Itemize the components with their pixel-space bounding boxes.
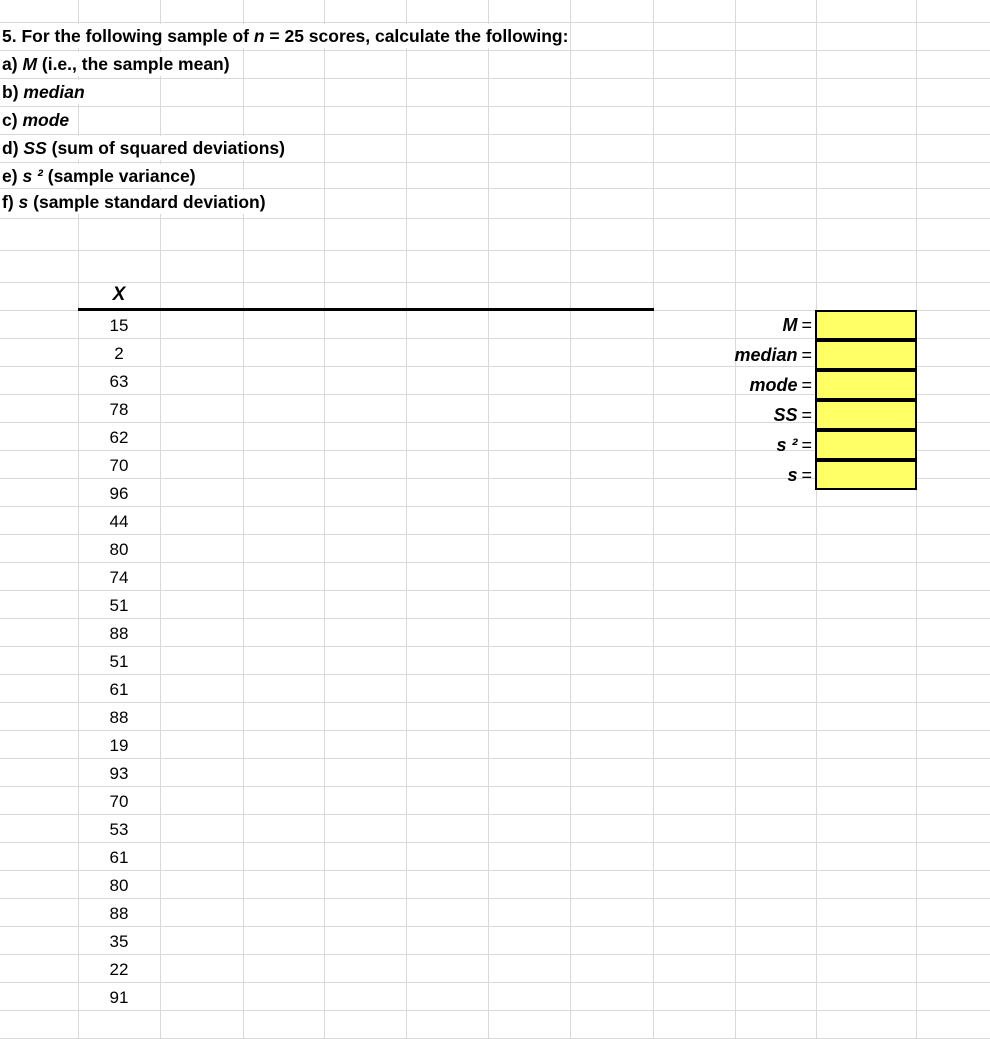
grid-column-line xyxy=(570,0,571,1038)
grid-row-line xyxy=(0,534,990,535)
score-cell[interactable]: 15 xyxy=(109,316,129,335)
score-cell[interactable]: 51 xyxy=(109,596,129,615)
question-title: 5. For the following sample of n = 25 scores, calculate the following: xyxy=(2,26,569,46)
grid-row-line xyxy=(0,870,990,871)
grid-row-line xyxy=(0,618,990,619)
grid-row-line xyxy=(0,250,990,251)
grid-column-line xyxy=(488,0,489,1038)
score-cell[interactable]: 88 xyxy=(109,708,129,727)
question-item-e: e) s ² (sample variance) xyxy=(2,166,196,186)
question-item-d: d) SS (sum of squared deviations) xyxy=(2,138,285,158)
column-header-x[interactable]: X xyxy=(112,284,126,305)
answer-input-box[interactable] xyxy=(815,460,917,490)
score-cell[interactable]: 74 xyxy=(109,568,129,587)
score-cell[interactable]: 44 xyxy=(109,512,129,531)
answer-label: median = xyxy=(734,345,812,365)
score-cell[interactable]: 19 xyxy=(109,736,129,755)
grid-row-line xyxy=(0,982,990,983)
answer-label: M = xyxy=(782,315,812,335)
grid-column-line xyxy=(735,0,736,1038)
grid-row-line xyxy=(0,842,990,843)
grid-row-line xyxy=(0,758,990,759)
answer-input-box[interactable] xyxy=(815,430,917,460)
score-cell[interactable]: 96 xyxy=(109,484,129,503)
grid-row-line xyxy=(0,702,990,703)
answer-input-box[interactable] xyxy=(815,400,917,430)
grid-row-line xyxy=(0,78,990,79)
score-cell[interactable]: 61 xyxy=(109,680,129,699)
score-cell[interactable]: 70 xyxy=(109,456,129,475)
header-underline xyxy=(78,308,654,311)
question-item-c: c) mode xyxy=(2,110,70,130)
grid-row-line xyxy=(0,926,990,927)
grid-row-line xyxy=(0,814,990,815)
question-item-b: b) median xyxy=(2,82,85,102)
score-cell[interactable]: 93 xyxy=(109,764,129,783)
answer-label: SS = xyxy=(773,405,812,425)
answer-label: mode = xyxy=(749,375,812,395)
answer-label: s ² = xyxy=(776,435,812,455)
grid-column-line xyxy=(916,0,917,1038)
grid-row-line xyxy=(0,106,990,107)
score-cell[interactable]: 63 xyxy=(109,372,129,391)
score-cell[interactable]: 61 xyxy=(109,848,129,867)
grid-row-line xyxy=(0,898,990,899)
score-cell[interactable]: 88 xyxy=(109,624,129,643)
grid-row-line xyxy=(0,506,990,507)
score-cell[interactable]: 53 xyxy=(109,820,129,839)
score-cell[interactable]: 22 xyxy=(109,960,129,979)
grid-row-line xyxy=(0,590,990,591)
score-cell[interactable]: 80 xyxy=(109,540,129,559)
score-cell[interactable]: 51 xyxy=(109,652,129,671)
grid-column-line xyxy=(324,0,325,1038)
score-cell[interactable]: 35 xyxy=(109,932,129,951)
question-item-a: a) M (i.e., the sample mean) xyxy=(2,54,230,74)
score-cell[interactable]: 78 xyxy=(109,400,129,419)
score-cell[interactable]: 62 xyxy=(109,428,129,447)
grid-column-line xyxy=(816,0,817,1038)
grid-row-line xyxy=(0,162,990,163)
grid-row-line xyxy=(0,188,990,189)
grid-row-line xyxy=(0,50,990,51)
answer-input-box[interactable] xyxy=(815,340,917,370)
grid-row-line xyxy=(0,134,990,135)
grid-row-line xyxy=(0,786,990,787)
grid-row-line xyxy=(0,562,990,563)
grid-row-line xyxy=(0,730,990,731)
question-item-f: f) s (sample standard deviation) xyxy=(2,192,266,212)
grid-row-line xyxy=(0,22,990,23)
answer-label: s = xyxy=(787,465,812,485)
grid-row-line xyxy=(0,646,990,647)
score-cell[interactable]: 80 xyxy=(109,876,129,895)
grid-column-line xyxy=(406,0,407,1038)
grid-row-line xyxy=(0,674,990,675)
answer-input-box[interactable] xyxy=(815,310,917,340)
grid-row-line xyxy=(0,218,990,219)
score-cell[interactable]: 70 xyxy=(109,792,129,811)
grid-row-line xyxy=(0,1010,990,1011)
answer-input-box[interactable] xyxy=(815,370,917,400)
grid-column-line xyxy=(653,0,654,1038)
score-cell[interactable]: 2 xyxy=(114,344,124,363)
score-cell[interactable]: 91 xyxy=(109,988,129,1007)
grid-row-line xyxy=(0,954,990,955)
score-cell[interactable]: 88 xyxy=(109,904,129,923)
